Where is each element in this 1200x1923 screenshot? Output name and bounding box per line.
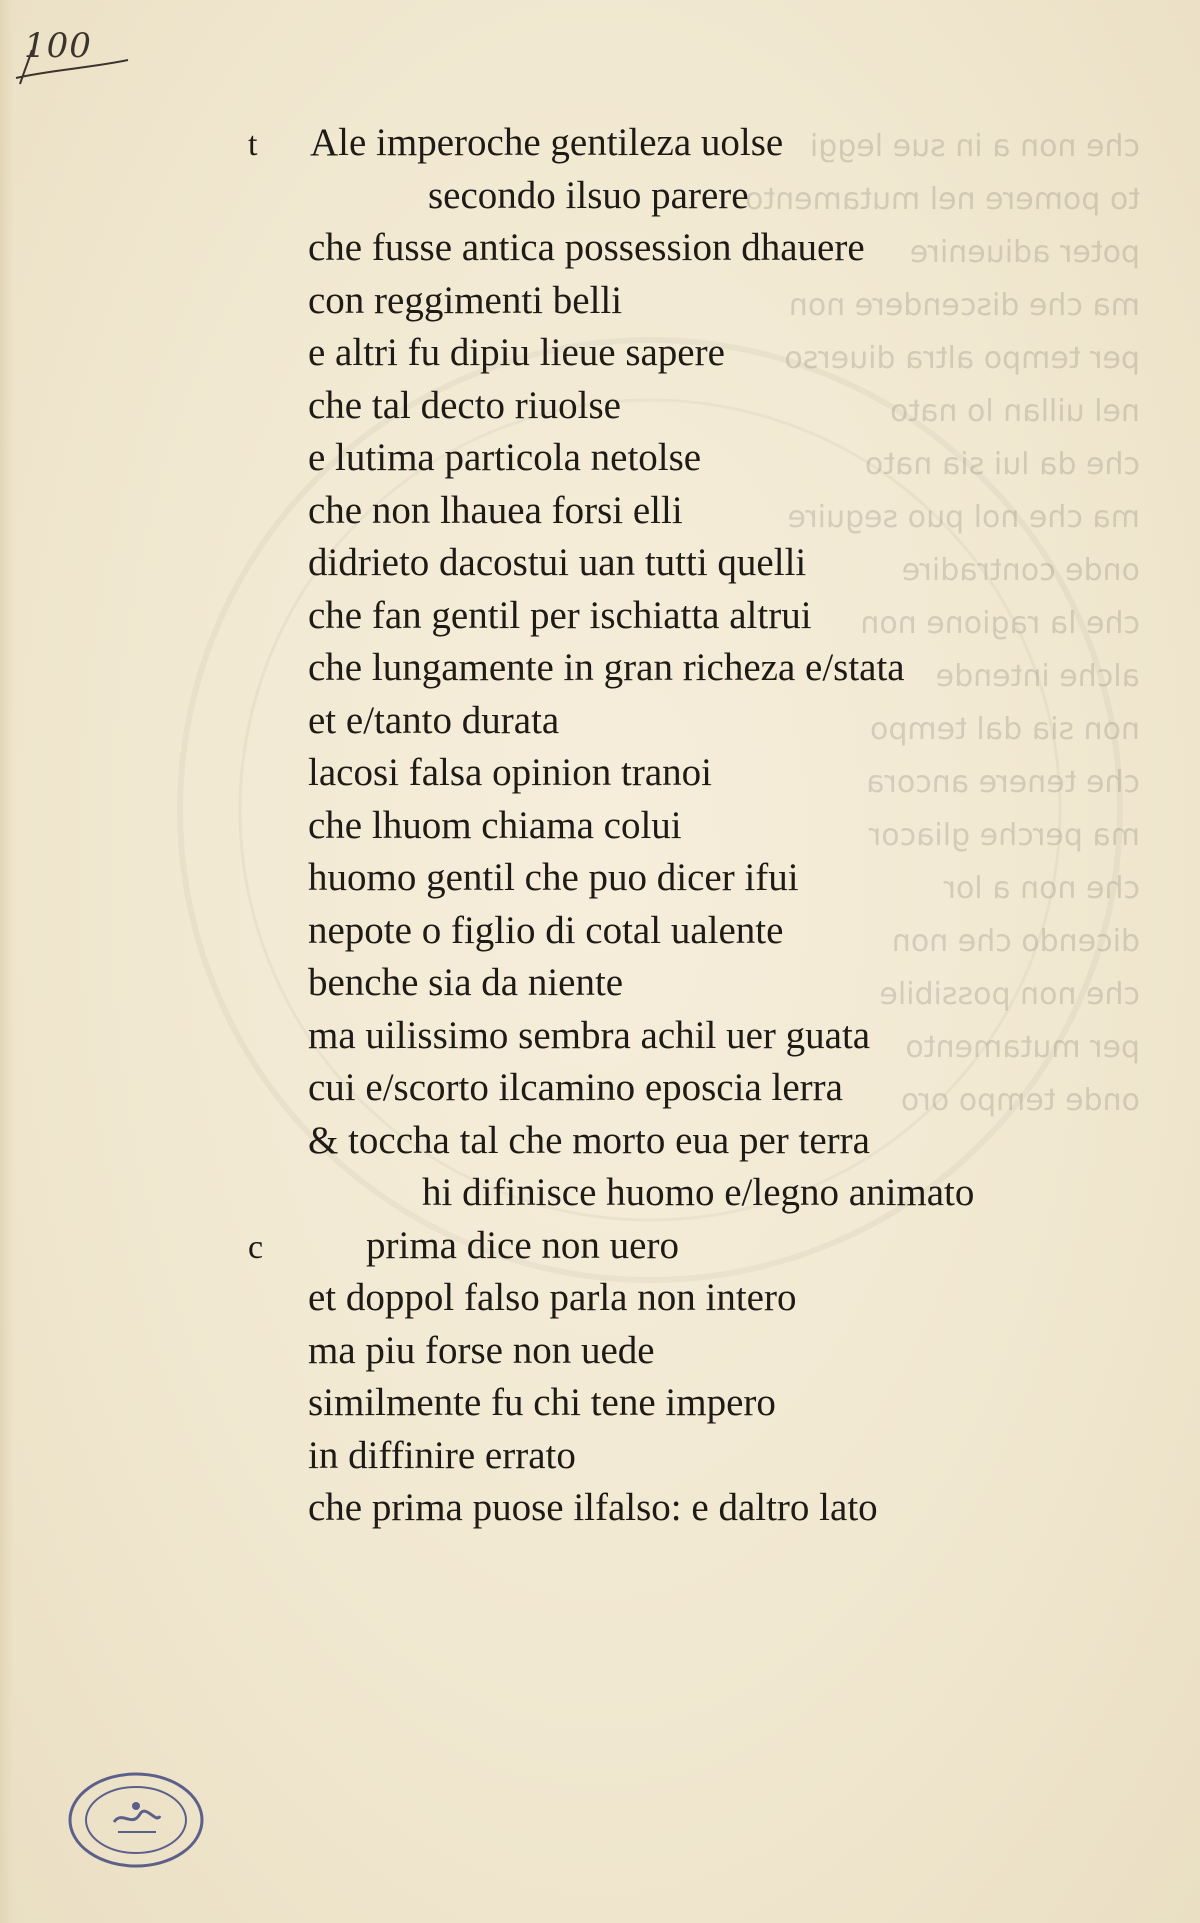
poem-line-text: lacosi falsa opinion tranoi: [308, 751, 712, 794]
folio-flourish: [10, 20, 140, 90]
poem-line: [308, 1010, 974, 1063]
poem-line-text: che lungamente in gran richeza e/stata: [308, 646, 905, 689]
poem-text-block: [248, 117, 975, 1535]
poem-line-text: benche sia da niente: [308, 961, 624, 1004]
poem-line: [308, 1482, 974, 1535]
poem-line: [308, 222, 974, 275]
library-stamp: [66, 1770, 206, 1870]
poem-line: [308, 275, 974, 328]
bleed-through-text: che non a in sue leggi to pomere nel mutamento poter adiuenire ma che discendere non per tempo altra diuerso nel uillan lo nato che da lui sia nato ma che nol puo seguire onde contradire che la ragione non alche intende non sia dal tempo che tenere ancora ma perche gliacor che non a lor dicendo che non che non possibile per mutamento onde tempo oro: [745, 129, 1140, 1118]
poem-line: [308, 1115, 974, 1168]
poem-line-text: e altri fu dipiu lieue sapere: [308, 331, 725, 374]
poem-line: [308, 432, 974, 485]
poem-line-text: ma piu forse non uede: [308, 1328, 655, 1372]
folio-number: [10, 20, 130, 90]
poem-line-text: che lhuom chiama colui: [308, 803, 682, 847]
poem-line: [308, 1430, 974, 1483]
poem-line: [304, 170, 974, 223]
poem-line-text: che fan gentil per ischiatta altrui: [308, 593, 812, 637]
poem-line: [308, 905, 974, 958]
poem-line-text: in diffinire errato: [308, 1433, 576, 1477]
poem-line: [308, 642, 974, 695]
poem-line-text: huomo gentil che puo dicer ifui: [308, 856, 799, 899]
poem-line-text: che fusse antica possession dhauere: [308, 226, 865, 269]
poem-line: [308, 957, 974, 1010]
poem-line: [308, 800, 974, 853]
poem-line-text: nepote o figlio di cotal ualente: [308, 908, 784, 952]
poem-line-text: hi difinisce huomo e/legno animato: [422, 1171, 975, 1214]
poem-line-text: et doppol falso parla non intero: [308, 1276, 797, 1319]
poem-line: [308, 695, 974, 748]
poem-line: [308, 327, 974, 380]
folio-number-text: 100: [24, 26, 92, 66]
poem-line: [250, 117, 974, 170]
poem-line: [308, 380, 974, 433]
poem-line: [308, 1272, 974, 1325]
poem-line-text: Ale imperoche gentileza uolse: [310, 121, 784, 164]
poem-line-text: cui e/scorto ilcamino eposcia lerra: [308, 1066, 843, 1109]
poem-line: [308, 485, 974, 538]
poem-line: [308, 747, 974, 800]
page-edge: [0, 0, 14, 1923]
paragraph-marker: c: [248, 1228, 264, 1266]
paragraph-marker: t: [248, 126, 258, 163]
poem-line-text: che tal decto riuolse: [308, 383, 621, 427]
poem-line-text: ma uilissimo sembra achil uer guata: [308, 1013, 871, 1057]
poem-line-text: prima dice non uero: [366, 1223, 679, 1267]
poem-line: [308, 537, 974, 590]
poem-line: [304, 1167, 974, 1220]
poem-line-text: secondo ilsuo parere: [428, 173, 749, 217]
poem-line: [308, 852, 974, 905]
poem-line: [308, 1062, 974, 1115]
poem-line: [250, 1220, 974, 1273]
poem-line-text: che prima puose ilfalso: e daltro lato: [308, 1486, 878, 1529]
poem-line-text: didrieto dacostui uan tutti quelli: [308, 541, 807, 584]
poem-line-text: et e/tanto durata: [308, 698, 560, 742]
poem-line: [308, 1377, 974, 1430]
poem-line: [308, 590, 974, 643]
poem-line-text: e lutima particola netolse: [308, 436, 702, 479]
poem-line-text: con reggimenti belli: [308, 278, 623, 322]
poem-line-text: similmente fu chi tene impero: [308, 1381, 776, 1424]
poem-line-text: & toccha tal che morto eua per terra: [308, 1118, 870, 1162]
poem-line-text: che non lhauea forsi elli: [308, 488, 683, 532]
poem-line: [308, 1325, 974, 1378]
